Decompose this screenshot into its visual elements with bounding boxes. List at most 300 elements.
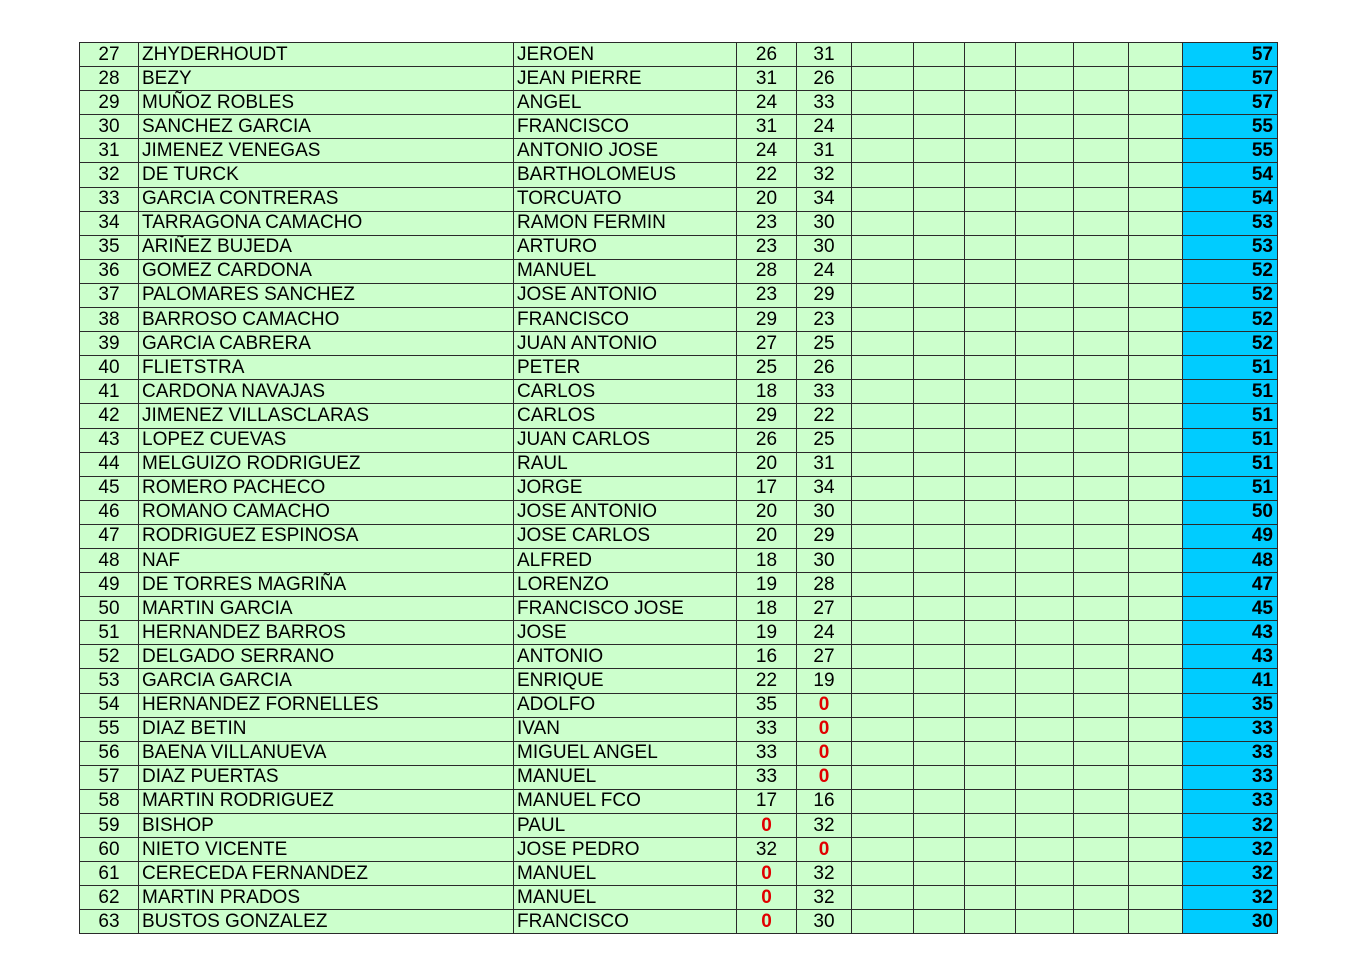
surname-cell: BISHOP [139, 814, 514, 838]
empty-score-cell [1016, 910, 1074, 934]
position-cell: 47 [80, 524, 139, 548]
first-name-cell: JOSE CARLOS [514, 524, 737, 548]
first-name-cell: LORENZO [514, 573, 737, 597]
surname-cell: MARTIN GARCIA [139, 597, 514, 621]
empty-score-cell [852, 332, 914, 356]
empty-score-cell [914, 814, 965, 838]
table-row [80, 91, 1278, 115]
empty-score-cell [914, 476, 965, 500]
empty-score-cell [852, 476, 914, 500]
table-row [80, 886, 1278, 910]
surname-cell: HERNANDEZ FORNELLES [139, 693, 514, 717]
total-cell: 33 [1183, 765, 1278, 789]
surname-cell: DE TURCK [139, 163, 514, 187]
empty-score-cell [1016, 91, 1074, 115]
score-2-cell: 24 [797, 115, 852, 139]
empty-score-cell [1129, 476, 1183, 500]
first-name-cell: CARLOS [514, 380, 737, 404]
score-1-cell: 16 [737, 645, 797, 669]
empty-score-cell [965, 115, 1016, 139]
total-cell: 55 [1183, 115, 1278, 139]
surname-cell: DE TORRES MAGRIÑA [139, 573, 514, 597]
surname-cell: GARCIA CONTRERAS [139, 187, 514, 211]
score-2-cell: 27 [797, 645, 852, 669]
empty-score-cell [914, 115, 965, 139]
empty-score-cell [1129, 838, 1183, 862]
empty-score-cell [852, 404, 914, 428]
empty-score-cell [914, 332, 965, 356]
empty-score-cell [914, 910, 965, 934]
empty-score-cell [1129, 235, 1183, 259]
score-2-cell: 24 [797, 621, 852, 645]
empty-score-cell [914, 789, 965, 813]
empty-score-cell [852, 452, 914, 476]
table-row [80, 765, 1278, 789]
empty-score-cell [1129, 308, 1183, 332]
empty-score-cell [914, 43, 965, 67]
first-name-cell: BARTHOLOMEUS [514, 163, 737, 187]
position-cell: 33 [80, 187, 139, 211]
empty-score-cell [965, 693, 1016, 717]
score-1-cell: 20 [737, 452, 797, 476]
empty-score-cell [852, 235, 914, 259]
score-1-cell: 25 [737, 356, 797, 380]
empty-score-cell [852, 886, 914, 910]
empty-score-cell [1016, 259, 1074, 283]
empty-score-cell [965, 548, 1016, 572]
empty-score-cell [1074, 741, 1129, 765]
empty-score-cell [852, 380, 914, 404]
score-1-cell: 24 [737, 139, 797, 163]
empty-score-cell [1074, 476, 1129, 500]
position-cell: 48 [80, 548, 139, 572]
position-cell: 45 [80, 476, 139, 500]
table-row [80, 621, 1278, 645]
empty-score-cell [1129, 139, 1183, 163]
position-cell: 37 [80, 283, 139, 307]
empty-score-cell [1016, 476, 1074, 500]
table-row [80, 67, 1278, 91]
first-name-cell: CARLOS [514, 404, 737, 428]
empty-score-cell [1016, 597, 1074, 621]
empty-score-cell [1129, 187, 1183, 211]
surname-cell: ROMERO PACHECO [139, 476, 514, 500]
empty-score-cell [1016, 500, 1074, 524]
empty-score-cell [1074, 115, 1129, 139]
total-cell: 41 [1183, 669, 1278, 693]
empty-score-cell [1074, 524, 1129, 548]
empty-score-cell [1074, 838, 1129, 862]
empty-score-cell [1074, 404, 1129, 428]
table-row [80, 356, 1278, 380]
table-row [80, 259, 1278, 283]
empty-score-cell [852, 741, 914, 765]
table-row [80, 717, 1278, 741]
first-name-cell: JOSE ANTONIO [514, 500, 737, 524]
score-1-cell: 20 [737, 524, 797, 548]
total-cell: 51 [1183, 380, 1278, 404]
score-2-cell: 31 [797, 43, 852, 67]
total-cell: 33 [1183, 789, 1278, 813]
empty-score-cell [852, 67, 914, 91]
empty-score-cell [914, 452, 965, 476]
total-cell: 48 [1183, 548, 1278, 572]
first-name-cell: JEAN PIERRE [514, 67, 737, 91]
empty-score-cell [852, 862, 914, 886]
empty-score-cell [1016, 886, 1074, 910]
score-1-cell: 20 [737, 187, 797, 211]
total-cell: 51 [1183, 476, 1278, 500]
score-2-cell: 30 [797, 500, 852, 524]
empty-score-cell [1074, 380, 1129, 404]
first-name-cell: ALFRED [514, 548, 737, 572]
total-cell: 54 [1183, 187, 1278, 211]
empty-score-cell [914, 838, 965, 862]
surname-cell: TARRAGONA CAMACHO [139, 211, 514, 235]
empty-score-cell [914, 380, 965, 404]
empty-score-cell [1129, 211, 1183, 235]
table-row [80, 669, 1278, 693]
empty-score-cell [1016, 669, 1074, 693]
empty-score-cell [852, 187, 914, 211]
empty-score-cell [1129, 573, 1183, 597]
first-name-cell: JOSE [514, 621, 737, 645]
empty-score-cell [914, 211, 965, 235]
table-row [80, 573, 1278, 597]
empty-score-cell [965, 765, 1016, 789]
empty-score-cell [965, 621, 1016, 645]
empty-score-cell [1016, 524, 1074, 548]
empty-score-cell [852, 693, 914, 717]
empty-score-cell [1074, 717, 1129, 741]
empty-score-cell [852, 621, 914, 645]
surname-cell: BEZY [139, 67, 514, 91]
table-row [80, 308, 1278, 332]
score-1-cell: 26 [737, 43, 797, 67]
empty-score-cell [914, 283, 965, 307]
position-cell: 62 [80, 886, 139, 910]
empty-score-cell [914, 356, 965, 380]
surname-cell: BARROSO CAMACHO [139, 308, 514, 332]
empty-score-cell [1129, 693, 1183, 717]
score-2-cell: 33 [797, 91, 852, 115]
empty-score-cell [852, 211, 914, 235]
empty-score-cell [914, 717, 965, 741]
first-name-cell: MANUEL [514, 765, 737, 789]
table-row [80, 814, 1278, 838]
score-1-cell: 23 [737, 235, 797, 259]
empty-score-cell [1016, 187, 1074, 211]
empty-score-cell [914, 163, 965, 187]
position-cell: 32 [80, 163, 139, 187]
table-row [80, 524, 1278, 548]
empty-score-cell [1016, 404, 1074, 428]
empty-score-cell [1074, 693, 1129, 717]
empty-score-cell [914, 308, 965, 332]
surname-cell: PALOMARES SANCHEZ [139, 283, 514, 307]
surname-cell: NAF [139, 548, 514, 572]
empty-score-cell [1016, 380, 1074, 404]
position-cell: 43 [80, 428, 139, 452]
empty-score-cell [965, 814, 1016, 838]
empty-score-cell [914, 139, 965, 163]
empty-score-cell [1129, 814, 1183, 838]
empty-score-cell [965, 886, 1016, 910]
empty-score-cell [1129, 500, 1183, 524]
empty-score-cell [852, 838, 914, 862]
empty-score-cell [852, 428, 914, 452]
score-1-cell: 0 [737, 814, 797, 838]
score-1-cell: 33 [737, 717, 797, 741]
empty-score-cell [1129, 259, 1183, 283]
total-cell: 32 [1183, 814, 1278, 838]
empty-score-cell [965, 283, 1016, 307]
table-row [80, 163, 1278, 187]
empty-score-cell [1074, 573, 1129, 597]
empty-score-cell [1129, 548, 1183, 572]
empty-score-cell [914, 259, 965, 283]
table-row [80, 862, 1278, 886]
position-cell: 57 [80, 765, 139, 789]
table-row [80, 693, 1278, 717]
empty-score-cell [852, 139, 914, 163]
table-row [80, 115, 1278, 139]
first-name-cell: ANGEL [514, 91, 737, 115]
empty-score-cell [1074, 886, 1129, 910]
results-table [79, 42, 1278, 934]
empty-score-cell [965, 308, 1016, 332]
score-2-cell: 30 [797, 211, 852, 235]
empty-score-cell [965, 645, 1016, 669]
empty-score-cell [965, 476, 1016, 500]
first-name-cell: FRANCISCO JOSE [514, 597, 737, 621]
surname-cell: GARCIA GARCIA [139, 669, 514, 693]
first-name-cell: PETER [514, 356, 737, 380]
empty-score-cell [1129, 452, 1183, 476]
score-1-cell: 31 [737, 115, 797, 139]
score-2-cell: 0 [797, 741, 852, 765]
total-cell: 50 [1183, 500, 1278, 524]
table-row [80, 910, 1278, 934]
empty-score-cell [914, 645, 965, 669]
empty-score-cell [965, 43, 1016, 67]
empty-score-cell [852, 573, 914, 597]
score-2-cell: 0 [797, 838, 852, 862]
empty-score-cell [1016, 452, 1074, 476]
table-row [80, 235, 1278, 259]
empty-score-cell [914, 573, 965, 597]
score-1-cell: 26 [737, 428, 797, 452]
score-1-cell: 33 [737, 765, 797, 789]
empty-score-cell [1016, 717, 1074, 741]
score-1-cell: 17 [737, 476, 797, 500]
score-2-cell: 33 [797, 380, 852, 404]
score-1-cell: 33 [737, 741, 797, 765]
score-1-cell: 28 [737, 259, 797, 283]
surname-cell: NIETO VICENTE [139, 838, 514, 862]
empty-score-cell [1129, 163, 1183, 187]
empty-score-cell [1074, 910, 1129, 934]
empty-score-cell [1016, 163, 1074, 187]
first-name-cell: JOSE ANTONIO [514, 283, 737, 307]
position-cell: 55 [80, 717, 139, 741]
surname-cell: MELGUIZO RODRIGUEZ [139, 452, 514, 476]
total-cell: 52 [1183, 332, 1278, 356]
score-1-cell: 29 [737, 404, 797, 428]
table-row [80, 428, 1278, 452]
empty-score-cell [1074, 669, 1129, 693]
score-2-cell: 32 [797, 163, 852, 187]
empty-score-cell [1074, 621, 1129, 645]
total-cell: 30 [1183, 910, 1278, 934]
empty-score-cell [1129, 789, 1183, 813]
empty-score-cell [914, 886, 965, 910]
empty-score-cell [914, 428, 965, 452]
first-name-cell: JORGE [514, 476, 737, 500]
score-1-cell: 18 [737, 380, 797, 404]
surname-cell: BUSTOS GONZALEZ [139, 910, 514, 934]
empty-score-cell [914, 187, 965, 211]
empty-score-cell [852, 814, 914, 838]
position-cell: 46 [80, 500, 139, 524]
empty-score-cell [1016, 211, 1074, 235]
empty-score-cell [1074, 452, 1129, 476]
position-cell: 38 [80, 308, 139, 332]
table-row [80, 139, 1278, 163]
empty-score-cell [965, 669, 1016, 693]
empty-score-cell [1129, 404, 1183, 428]
empty-score-cell [1016, 43, 1074, 67]
empty-score-cell [1129, 524, 1183, 548]
table-row [80, 211, 1278, 235]
position-cell: 29 [80, 91, 139, 115]
score-1-cell: 19 [737, 621, 797, 645]
first-name-cell: FRANCISCO [514, 115, 737, 139]
empty-score-cell [965, 500, 1016, 524]
empty-score-cell [1074, 428, 1129, 452]
empty-score-cell [1016, 741, 1074, 765]
table-row [80, 645, 1278, 669]
first-name-cell: MANUEL [514, 259, 737, 283]
surname-cell: CERECEDA FERNANDEZ [139, 862, 514, 886]
empty-score-cell [965, 332, 1016, 356]
position-cell: 42 [80, 404, 139, 428]
empty-score-cell [1016, 645, 1074, 669]
first-name-cell: ARTURO [514, 235, 737, 259]
table-row [80, 548, 1278, 572]
empty-score-cell [1016, 139, 1074, 163]
empty-score-cell [1016, 428, 1074, 452]
first-name-cell: TORCUATO [514, 187, 737, 211]
empty-score-cell [1129, 91, 1183, 115]
empty-score-cell [914, 621, 965, 645]
position-cell: 63 [80, 910, 139, 934]
empty-score-cell [1129, 597, 1183, 621]
surname-cell: MARTIN RODRIGUEZ [139, 789, 514, 813]
empty-score-cell [914, 67, 965, 91]
empty-score-cell [1074, 645, 1129, 669]
empty-score-cell [1016, 115, 1074, 139]
table-row [80, 452, 1278, 476]
empty-score-cell [1016, 838, 1074, 862]
first-name-cell: ENRIQUE [514, 669, 737, 693]
score-2-cell: 23 [797, 308, 852, 332]
empty-score-cell [852, 43, 914, 67]
first-name-cell: ANTONIO JOSE [514, 139, 737, 163]
surname-cell: GOMEZ CARDONA [139, 259, 514, 283]
position-cell: 31 [80, 139, 139, 163]
position-cell: 53 [80, 669, 139, 693]
empty-score-cell [965, 139, 1016, 163]
total-cell: 57 [1183, 91, 1278, 115]
empty-score-cell [1074, 548, 1129, 572]
position-cell: 40 [80, 356, 139, 380]
empty-score-cell [1016, 573, 1074, 597]
score-1-cell: 29 [737, 308, 797, 332]
first-name-cell: FRANCISCO [514, 308, 737, 332]
first-name-cell: PAUL [514, 814, 737, 838]
total-cell: 43 [1183, 645, 1278, 669]
first-name-cell: ANTONIO [514, 645, 737, 669]
table-row [80, 597, 1278, 621]
score-2-cell: 24 [797, 259, 852, 283]
empty-score-cell [1016, 283, 1074, 307]
score-1-cell: 32 [737, 838, 797, 862]
first-name-cell: JEROEN [514, 43, 737, 67]
surname-cell: ZHYDERHOUDT [139, 43, 514, 67]
empty-score-cell [965, 789, 1016, 813]
empty-score-cell [852, 163, 914, 187]
score-2-cell: 28 [797, 573, 852, 597]
score-1-cell: 18 [737, 597, 797, 621]
empty-score-cell [914, 862, 965, 886]
score-2-cell: 30 [797, 910, 852, 934]
position-cell: 52 [80, 645, 139, 669]
empty-score-cell [1129, 283, 1183, 307]
empty-score-cell [965, 187, 1016, 211]
total-cell: 51 [1183, 356, 1278, 380]
empty-score-cell [1074, 283, 1129, 307]
empty-score-cell [1074, 814, 1129, 838]
empty-score-cell [852, 717, 914, 741]
empty-score-cell [1074, 332, 1129, 356]
score-1-cell: 31 [737, 67, 797, 91]
score-1-cell: 0 [737, 862, 797, 886]
empty-score-cell [1129, 669, 1183, 693]
empty-score-cell [1016, 356, 1074, 380]
score-2-cell: 26 [797, 67, 852, 91]
score-2-cell: 32 [797, 886, 852, 910]
empty-score-cell [1016, 548, 1074, 572]
empty-score-cell [1074, 356, 1129, 380]
position-cell: 27 [80, 43, 139, 67]
table-row [80, 187, 1278, 211]
total-cell: 32 [1183, 838, 1278, 862]
total-cell: 47 [1183, 573, 1278, 597]
position-cell: 44 [80, 452, 139, 476]
empty-score-cell [965, 597, 1016, 621]
surname-cell: FLIETSTRA [139, 356, 514, 380]
score-2-cell: 30 [797, 548, 852, 572]
first-name-cell: JOSE PEDRO [514, 838, 737, 862]
first-name-cell: MANUEL [514, 886, 737, 910]
total-cell: 52 [1183, 308, 1278, 332]
empty-score-cell [852, 115, 914, 139]
table-row [80, 283, 1278, 307]
score-2-cell: 32 [797, 862, 852, 886]
score-2-cell: 26 [797, 356, 852, 380]
total-cell: 32 [1183, 862, 1278, 886]
